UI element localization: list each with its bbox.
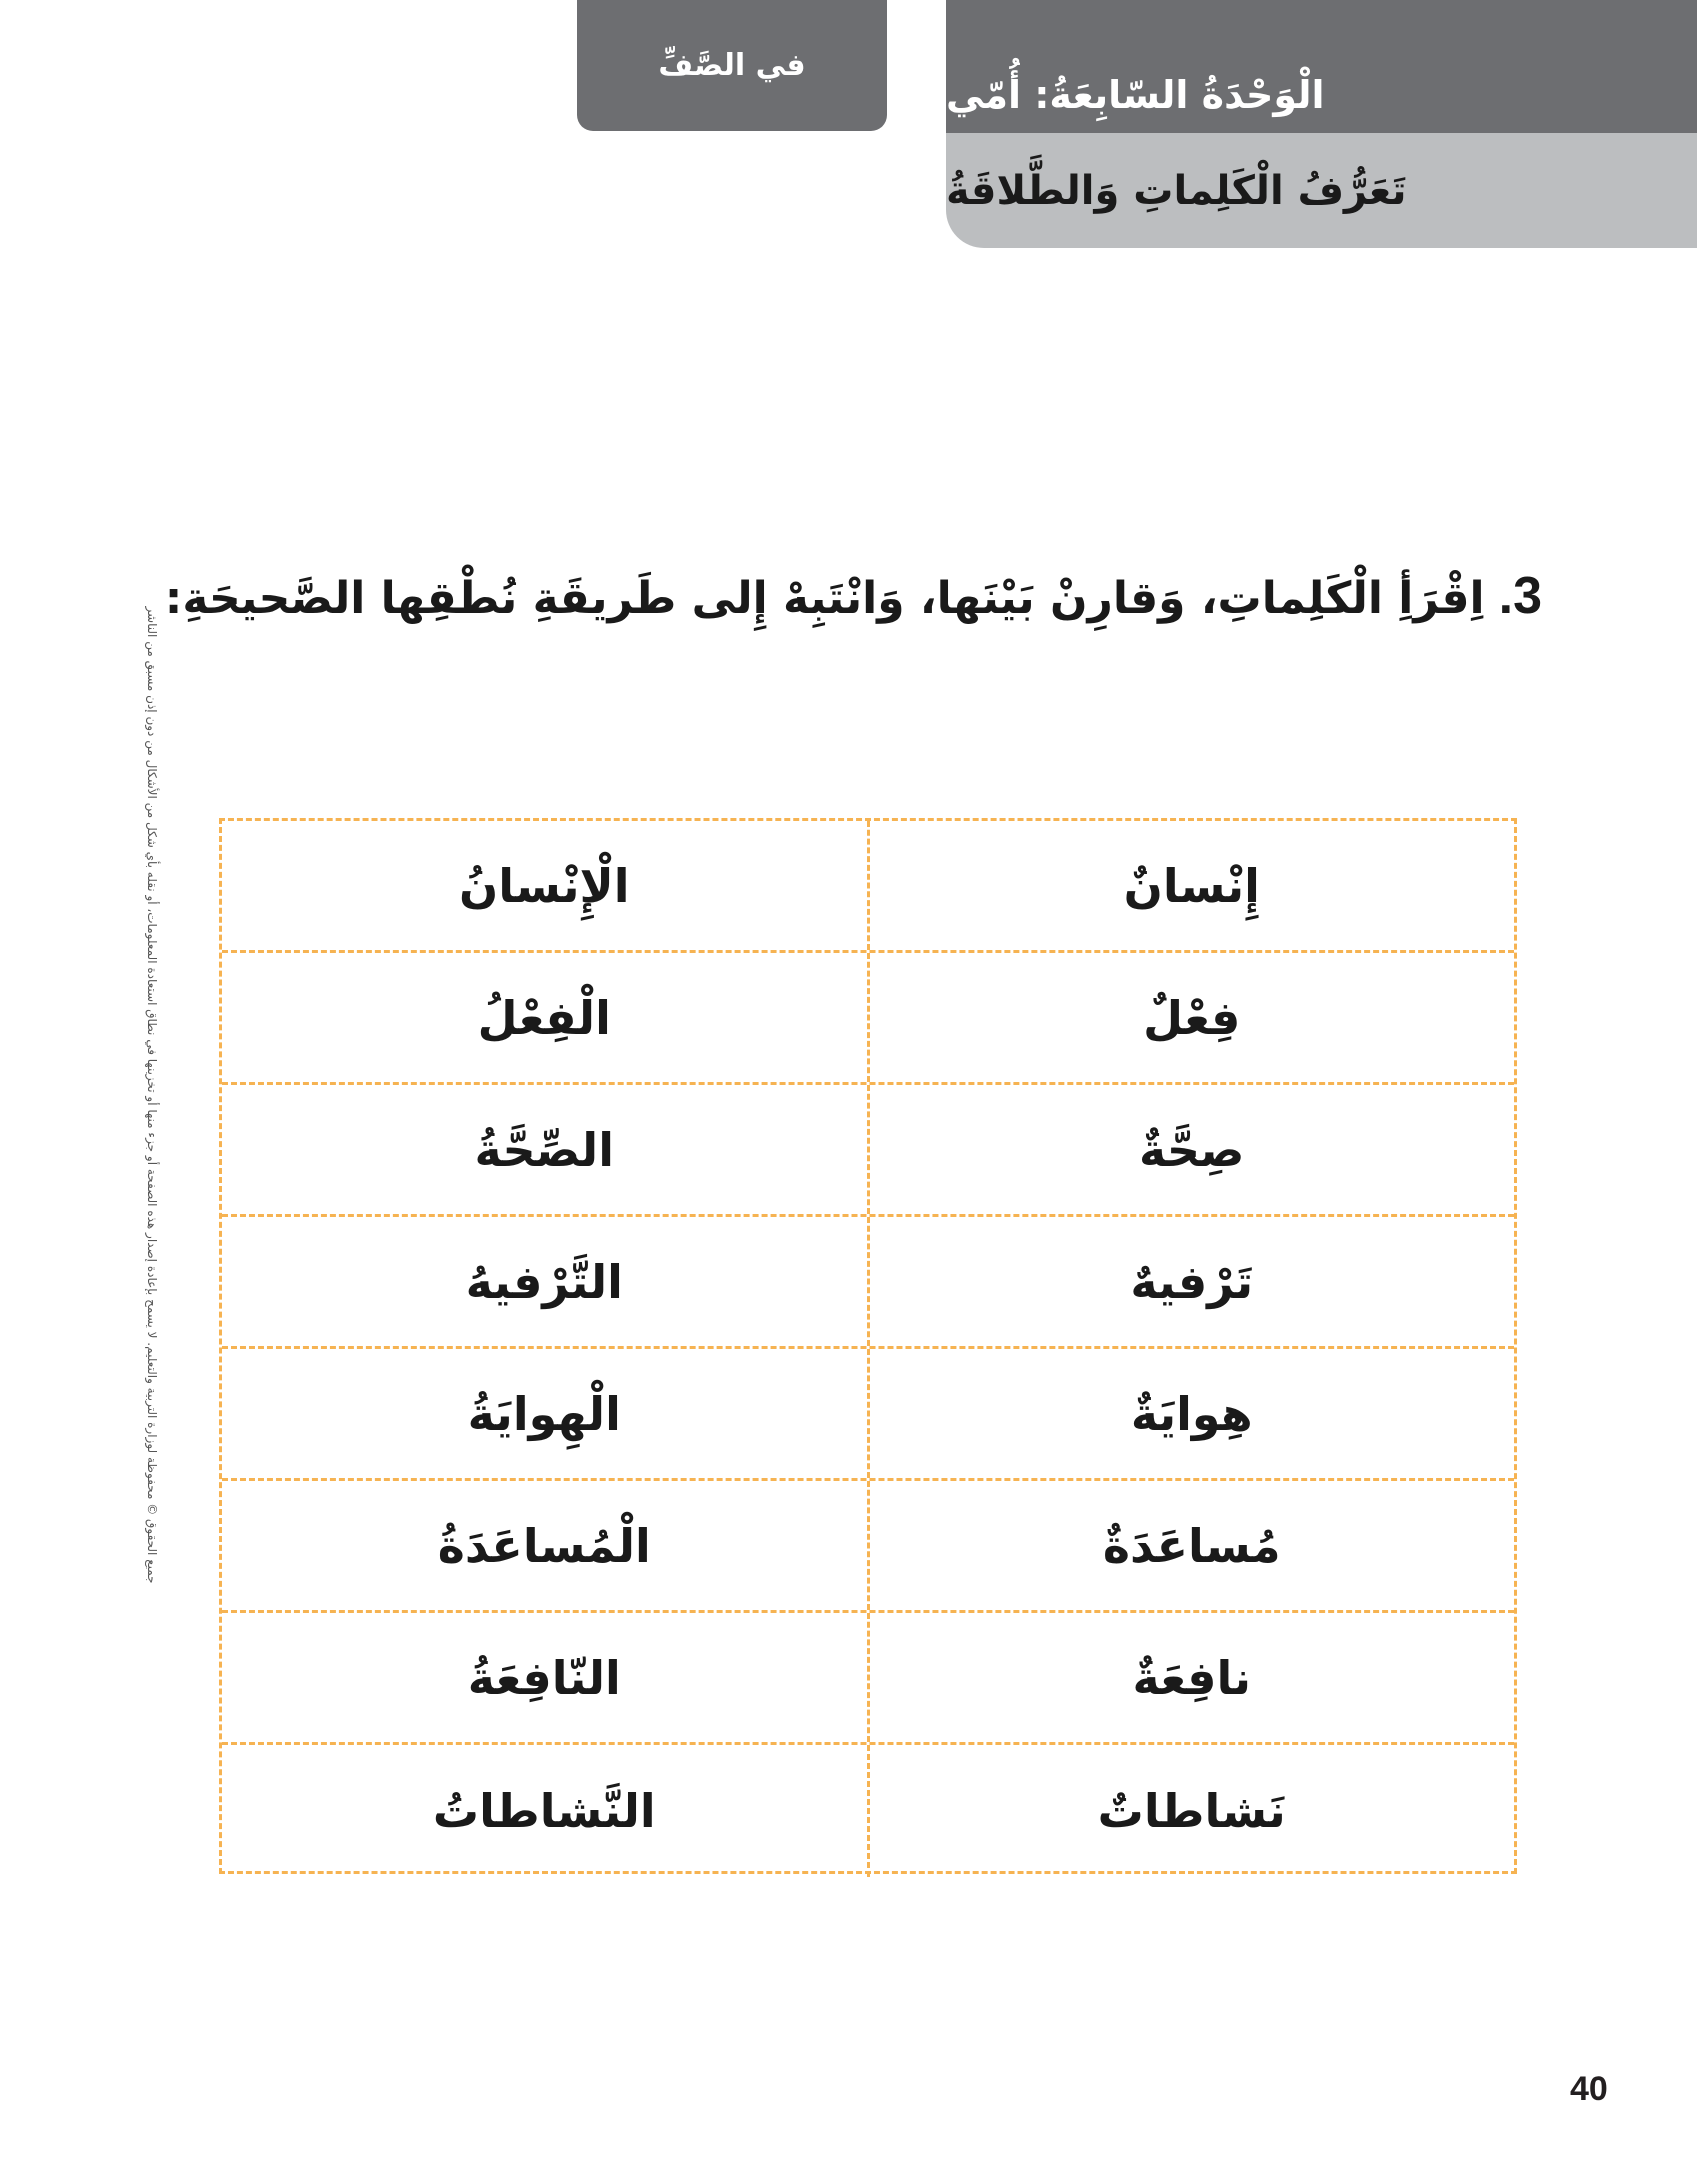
unit-header [946, 0, 1697, 248]
definite-word-cell: الصِّحَّةُ [474, 1122, 614, 1177]
table-row [222, 1613, 1514, 1745]
word-comparison-table [219, 818, 1517, 1874]
indefinite-word-cell: نَشاطاتٌ [867, 1745, 1515, 1877]
in-class-tab [577, 0, 887, 131]
indefinite-word-cell: صِحَّةٌ [867, 1085, 1515, 1214]
indefinite-word-cell: مُساعَدَةٌ [867, 1481, 1515, 1610]
indefinite-word-cell: هِوايَةٌ [867, 1349, 1515, 1478]
exercise-instruction-text: اِقْرَأِ الْكَلِماتِ، وَقارِنْ بَيْنَها، وَانْتَبِهْ إِلى طَريقَةِ نُطْقِها الصَّحيحَةِ: [164, 573, 1485, 624]
table-row [222, 1085, 1514, 1217]
table-row [222, 1745, 1514, 1877]
definite-word-cell: الْفِعْلُ [477, 990, 611, 1045]
definite-word-cell: الْإِنْسانُ [458, 858, 630, 913]
exercise-instruction [165, 566, 1542, 626]
table-row [222, 1217, 1514, 1349]
lesson-title: تَعَرُّفُ الْكَلِماتِ وَالطَّلاقَةُ [946, 167, 1407, 214]
table-row [222, 953, 1514, 1085]
page-number: 40 [1570, 2070, 1608, 2108]
indefinite-word-cell: فِعْلٌ [867, 953, 1515, 1082]
table-row [222, 1481, 1514, 1613]
definite-word-cell: التَّرْفيهُ [465, 1254, 623, 1309]
table-row [222, 821, 1514, 953]
definite-word-cell: النَّشاطاتُ [432, 1784, 656, 1838]
definite-word-cell: النّافِعَةُ [467, 1650, 621, 1705]
in-class-tab-label: في الصَّفِّ [658, 48, 806, 83]
definite-word-cell: الْهِوايَةُ [467, 1386, 621, 1441]
copyright-notice: جميع الحقوق © محفوظة لوزارة التربية والتعليم. لا يسمح بإعادة إصدار هذه الصفحة أو جزء منها أو تخزينها في نطاق استعادة المعلومات، أو نقله بأي شكل من الأشكال من دون إذن مسبق من الناشر [145, 606, 159, 1584]
indefinite-word-cell: نافِعَةٌ [867, 1613, 1515, 1742]
table-row [222, 1349, 1514, 1481]
indefinite-word-cell: إِنْسانٌ [867, 821, 1515, 950]
exercise-number: 3. [1498, 567, 1542, 625]
definite-word-cell: الْمُساعَدَةُ [437, 1518, 651, 1573]
lesson-title-bar [946, 133, 1697, 248]
unit-title-bar [946, 0, 1697, 133]
indefinite-word-cell: تَرْفيهٌ [867, 1217, 1515, 1346]
unit-title: الْوَحْدَةُ السّابِعَةُ: أُمّي [946, 73, 1325, 117]
